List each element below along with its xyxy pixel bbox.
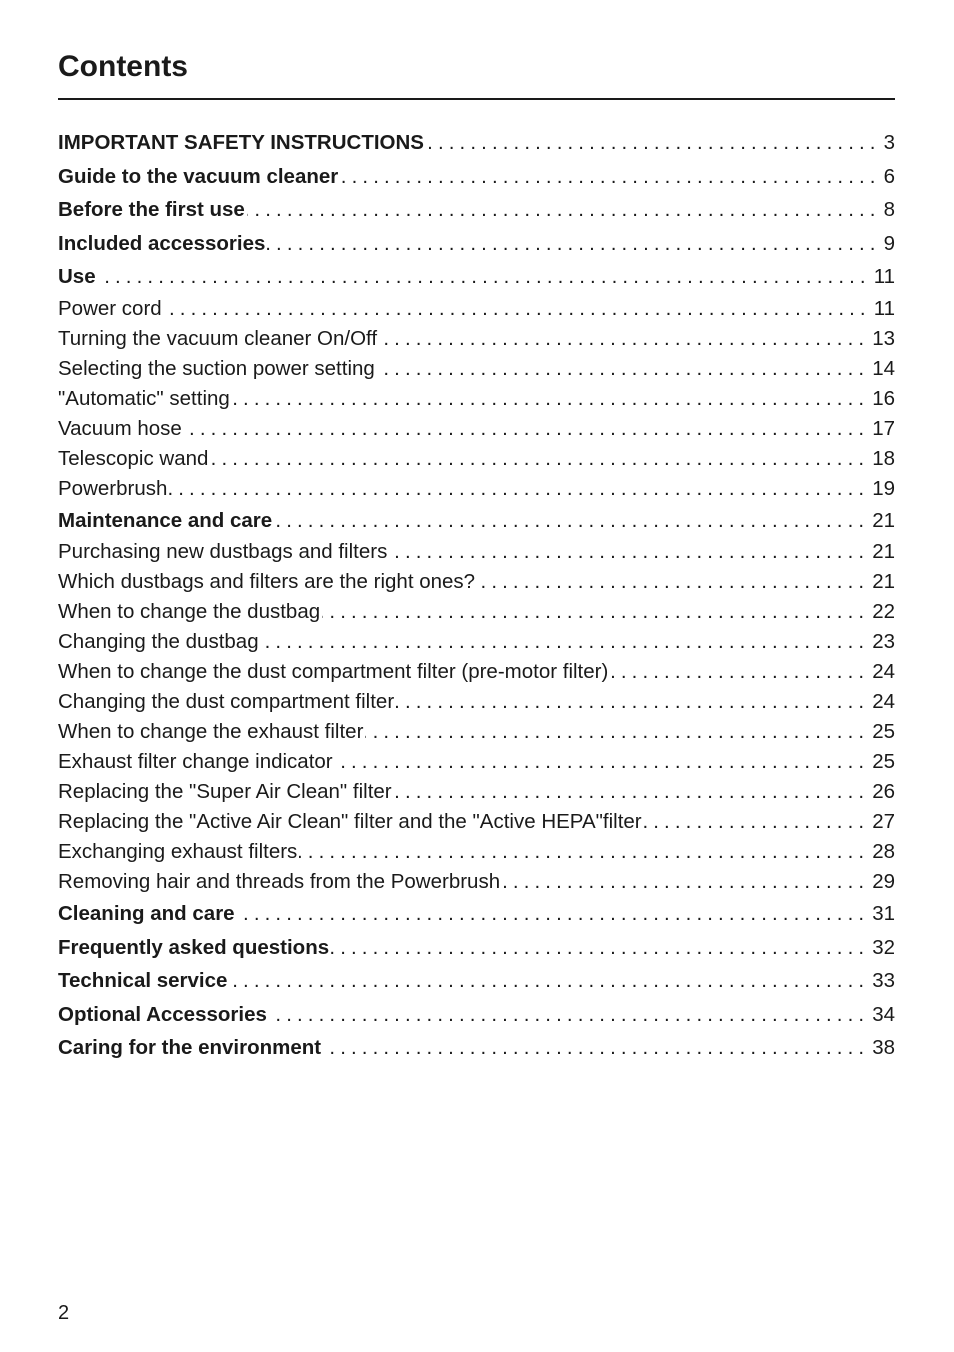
toc-entry[interactable]: [58, 897, 895, 931]
toc-entry-title: Replacing the "Super Air Clean" filter: [58, 780, 392, 803]
toc-entry-page-number: 24: [872, 660, 895, 683]
toc-entry-page-number: 34: [872, 1002, 895, 1026]
toc-entry-page-number: 11: [873, 296, 895, 320]
dot-leader: [299, 837, 869, 867]
toc-entry-title: Guide to the vacuum cleaner: [58, 164, 339, 188]
toc-entry[interactable]: [58, 227, 895, 261]
toc-entry-title: Exhaust filter change indicator: [58, 750, 333, 773]
toc-entry-page-number: 6: [883, 164, 895, 188]
toc-entry-page-number: 33: [872, 969, 895, 992]
toc-entry-title: Powerbrush: [58, 476, 168, 500]
page-number: 2: [58, 1302, 70, 1324]
dot-leader: [377, 354, 869, 384]
toc-entry[interactable]: [58, 474, 895, 504]
toc-entry[interactable]: [58, 777, 895, 807]
dot-leader: [331, 931, 869, 965]
toc-entry-page-number: 32: [872, 935, 895, 959]
dot-leader: [340, 160, 880, 194]
toc-entry-title: Before the first use: [58, 198, 245, 221]
toc-entry-title: When to change the dustbag: [58, 600, 321, 623]
dot-leader: [426, 126, 881, 160]
toc-entry-title: When to change the dust compartment filter (pre-motor filter): [58, 660, 609, 683]
toc-entry-title: Removing hair and threads from the Powerbrush: [58, 870, 501, 893]
toc-entry-title: "Automatic" setting: [58, 386, 230, 410]
dot-leader: [247, 193, 881, 227]
toc-entry-title: Technical service: [58, 969, 228, 992]
toc-entry[interactable]: [58, 687, 895, 717]
dot-leader: [396, 687, 869, 717]
toc-entry[interactable]: [58, 537, 895, 567]
toc-entry[interactable]: [58, 160, 895, 194]
toc-entry-title: Use: [58, 265, 96, 288]
toc-entry-page-number: 19: [872, 476, 895, 500]
toc-entry-page-number: 21: [872, 508, 895, 532]
dot-leader: [98, 260, 871, 294]
title-divider: [58, 98, 895, 100]
toc-entry-page-number: 24: [872, 690, 895, 713]
toc-entry-title: When to change the exhaust filter: [58, 720, 364, 743]
toc-entry-title: Cleaning and care: [58, 902, 235, 925]
toc-entry-page-number: 28: [872, 840, 895, 863]
toc-entry-page-number: 25: [872, 750, 895, 773]
dot-leader: [335, 747, 870, 777]
dot-leader: [184, 414, 869, 444]
dot-leader: [210, 444, 869, 474]
toc-entry[interactable]: [58, 931, 895, 965]
toc-entry[interactable]: [58, 354, 895, 384]
toc-entry-title: IMPORTANT SAFETY INSTRUCTIONS: [58, 131, 424, 154]
toc-entry[interactable]: [58, 1031, 895, 1065]
toc-entry-title: Purchasing new dustbags and filters: [58, 540, 388, 563]
toc-entry-title: Replacing the "Active Air Clean" filter and the "Active HEPA"filter: [58, 810, 642, 833]
table-of-contents: [58, 126, 895, 1065]
toc-entry-title: Selecting the suction power setting: [58, 356, 375, 380]
toc-entry-page-number: 23: [872, 630, 895, 653]
toc-entry[interactable]: [58, 414, 895, 444]
toc-entry-page-number: 14: [872, 356, 895, 380]
toc-entry[interactable]: [58, 126, 895, 160]
dot-leader: [169, 474, 869, 504]
toc-entry[interactable]: [58, 837, 895, 867]
toc-entry-page-number: 21: [872, 540, 895, 563]
toc-entry-title: Vacuum hose: [58, 416, 182, 440]
toc-entry[interactable]: [58, 444, 895, 474]
toc-entry-page-number: 31: [872, 902, 895, 925]
toc-entry-title: Exchanging exhaust filters: [58, 840, 298, 863]
toc-entry-title: Changing the dustbag: [58, 630, 259, 653]
dot-leader: [274, 504, 869, 538]
dot-leader: [322, 597, 869, 627]
toc-entry[interactable]: [58, 324, 895, 354]
toc-entry[interactable]: [58, 717, 895, 747]
dot-leader: [389, 537, 869, 567]
toc-entry-title: Changing the dust compartment filter: [58, 690, 395, 713]
dot-leader: [394, 777, 870, 807]
toc-entry-page-number: 25: [872, 720, 895, 743]
toc-entry-page-number: 22: [872, 600, 895, 623]
toc-entry-page-number: 9: [883, 231, 895, 255]
toc-entry-page-number: 21: [872, 570, 895, 593]
toc-entry-title: Telescopic wand: [58, 446, 209, 470]
dot-leader: [267, 227, 880, 261]
toc-entry[interactable]: [58, 567, 895, 597]
dot-leader: [502, 867, 869, 897]
dot-leader: [237, 897, 870, 931]
toc-entry[interactable]: [58, 657, 895, 687]
dot-leader: [232, 384, 869, 414]
dot-leader: [261, 627, 870, 657]
toc-entry-page-number: 27: [872, 810, 895, 833]
toc-entry-page-number: 11: [873, 265, 895, 288]
toc-entry[interactable]: [58, 260, 895, 294]
toc-entry[interactable]: [58, 807, 895, 837]
dot-leader: [269, 998, 869, 1032]
toc-entry-page-number: 13: [872, 326, 895, 350]
toc-entry-title: Power cord: [58, 296, 162, 320]
toc-entry-page-number: 16: [872, 386, 895, 410]
toc-entry[interactable]: [58, 998, 895, 1032]
toc-entry-page-number: 38: [872, 1036, 895, 1059]
toc-entry-title: Which dustbags and filters are the right ones?: [58, 570, 476, 593]
toc-entry-title: Frequently asked questions: [58, 935, 330, 959]
dot-leader: [323, 1031, 869, 1065]
dot-leader: [379, 324, 869, 354]
dot-leader: [164, 294, 871, 324]
toc-entry[interactable]: [58, 384, 895, 414]
toc-entry[interactable]: [58, 747, 895, 777]
toc-entry[interactable]: [58, 294, 895, 324]
toc-entry[interactable]: [58, 193, 895, 227]
dot-leader: [477, 567, 869, 597]
toc-entry-page-number: 26: [872, 780, 895, 803]
dot-leader: [644, 807, 870, 837]
toc-entry[interactable]: [58, 964, 895, 998]
toc-entry-page-number: 18: [872, 446, 895, 470]
toc-entry-page-number: 29: [872, 870, 895, 893]
toc-entry-title: Turning the vacuum cleaner On/Off: [58, 326, 378, 350]
dot-leader: [365, 717, 869, 747]
page-title: Contents: [58, 50, 188, 83]
dot-leader: [229, 964, 869, 998]
toc-entry-page-number: 8: [883, 198, 895, 221]
dot-leader: [610, 657, 869, 687]
toc-entry-title: Maintenance and care: [58, 508, 273, 532]
toc-entry[interactable]: [58, 627, 895, 657]
toc-entry[interactable]: [58, 597, 895, 627]
toc-entry-title: Caring for the environment: [58, 1036, 322, 1059]
toc-entry[interactable]: [58, 504, 895, 538]
toc-entry-title: Included accessories: [58, 231, 266, 255]
toc-entry-title: Optional Accessories: [58, 1002, 267, 1026]
toc-entry-page-number: 3: [883, 131, 895, 154]
toc-entry[interactable]: [58, 867, 895, 897]
toc-entry-page-number: 17: [872, 416, 895, 440]
